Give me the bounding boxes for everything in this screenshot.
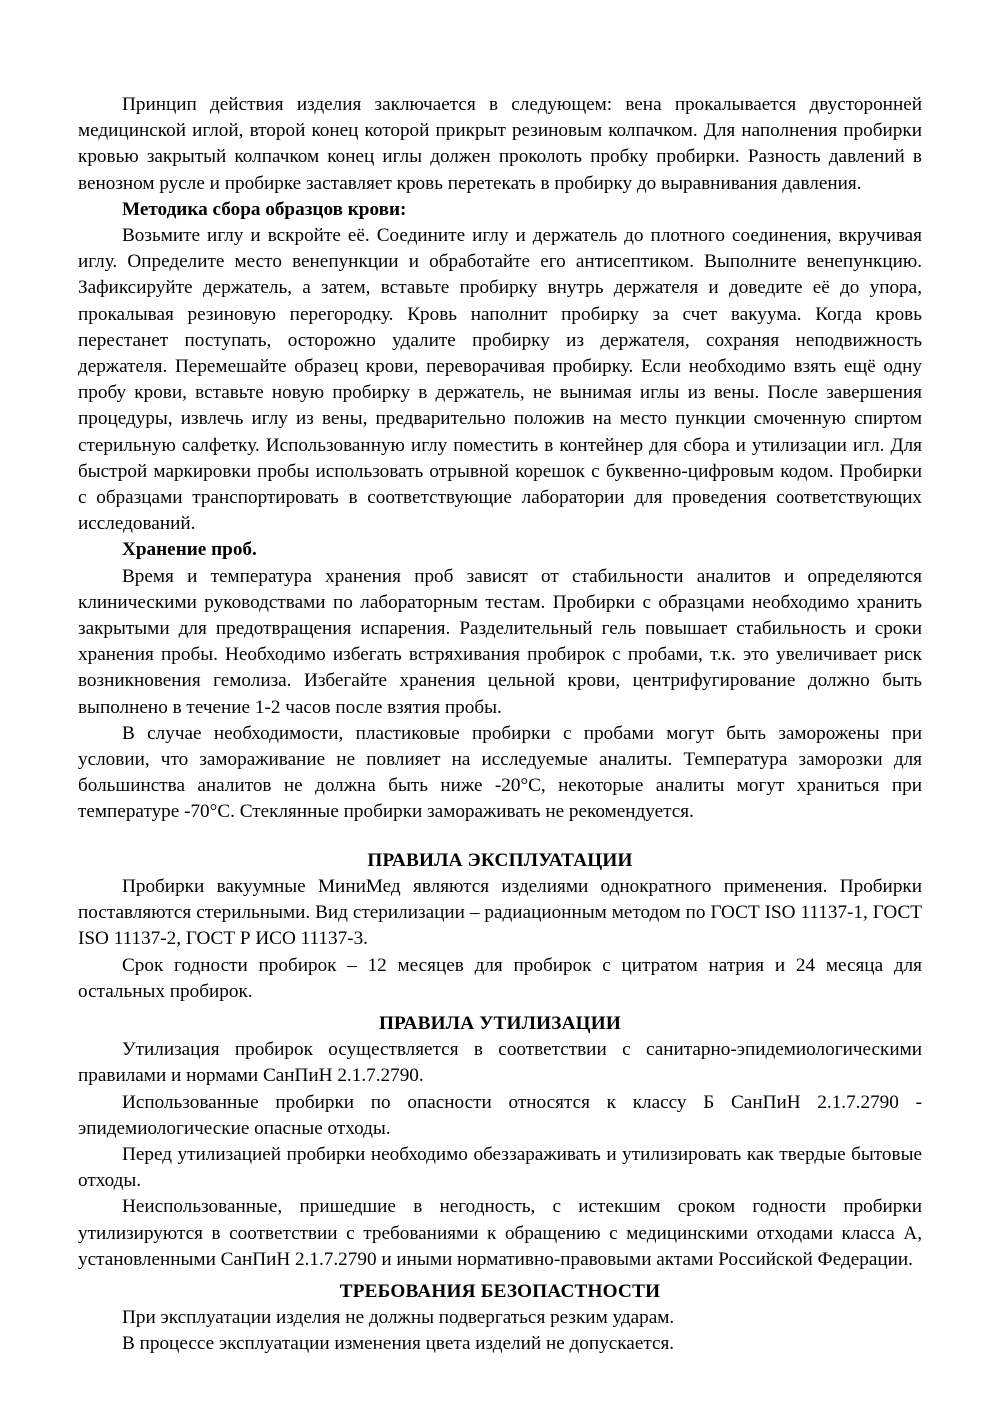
paragraph-disposal-class-b: Использованные пробирки по опасности относятся к классу Б СанПиН 2.1.7.2790 - эпидемиологические опасные отходы. xyxy=(78,1091,922,1139)
section-heading-safety-requirements: ТРЕБОВАНИЯ БЕЗОПАСТНОСТИ xyxy=(339,1280,661,1302)
paragraph-operation-sterilization: Пробирки вакуумные МиниМед являются изделиями однократного применения. Пробирки поставляются стерильными. Вид стерилизации – радиационным методом по ГОСТ ISO 11137-1, ГОСТ ISO 11137-2, ГОСТ Р ИСО 11137-3. xyxy=(78,875,922,950)
paragraph-disposal-regulations: Утилизация пробирок осуществляется в соответствии с санитарно-эпидемиологическими правилами и нормами СанПиН 2.1.7.2790. xyxy=(78,1039,922,1087)
section-heading-disposal-rules: ПРАВИЛА УТИЛИЗАЦИИ xyxy=(378,1012,622,1034)
paragraph-principle: Принцип действия изделия заключается в следующем: вена прокалывается двусторонней медицинской иглой, второй конец которой прикрыт резиновым колпачком. Для наполнения пробирки кровью закрытый колпачком конец иглы должен проколоть пробку пробирки. Разность давлений в венозном русле и пробирке заставляет кровь перетекать в пробирку до выравнивания давления. xyxy=(78,94,922,194)
section-heading-operation-rules: ПРАВИЛА ЭКСПЛУАТАЦИИ xyxy=(367,849,633,871)
paragraph-safety-impacts: При эксплуатации изделия не должны подвергаться резким ударам. xyxy=(122,1307,675,1329)
heading-sample-storage: Хранение проб. xyxy=(122,539,257,561)
paragraph-blood-collection: Возьмите иглу и вскройте её. Соедините иглу и держатель до плотного соединения, вкручивая иглу. Определите место венепункции и обработайте его антисептиком. Выполните венепункцию. Зафиксируйте держатель, а затем, вставьте пробирку внутрь держателя и доведите её до упора, прокалывая резиновую перегородку. Кровь наполнит пробирку за счет вакуума. Когда кровь перестанет поступать, осторожно удалите пробирку из держателя, сохраняя неподвижность держателя. Перемешайте образец крови, переворачивая пробирку. Если необходимо взять ещё одну пробу крови, вставьте новую пробирку в держатель, не вынимая иглы из вены. После завершения процедуры, извлечь иглу из вены, предварительно положив на место пункции смоченную спиртом стерильную салфетку. Использованную иглу поместить в контейнер для сбора и утилизации игл. Для быстрой маркировки пробы использовать отрывной корешок с буквенно-цифровым кодом. Пробирки с образцами транспортировать в соответствующие лаборатории для проведения соответствующих исследований. xyxy=(78,225,922,535)
paragraph-disposal-decontamination: Перед утилизацией пробирки необходимо обеззараживать и утилизировать как твердые бытовые отходы. xyxy=(78,1143,922,1192)
paragraph-disposal-expired: Неиспользованные, пришедшие в негодность, с истекшим сроком годности пробирки утилизируются в соответствии с требованиями к обращению с медицинскими отходами класса А, установленными СанПиН 2.1.7.2790 и иными нормативно-правовыми актами Российской Федерации. xyxy=(78,1196,922,1270)
paragraph-safety-color-change: В процессе эксплуатации изменения цвета изделий не допускается. xyxy=(122,1333,675,1355)
spacer xyxy=(78,826,922,848)
paragraph-operation-shelf-life: Срок годности пробирок – 12 месяцев для пробирок с цитратом натрия и 24 месяца для остальных пробирок. xyxy=(78,954,922,1002)
paragraph-storage-freezing: В случае необходимости, пластиковые пробирки с пробами могут быть заморожены при условии, что замораживание не повлияет на исследуемые аналиты. Температура заморозки для большинства аналитов не должна быть ниже -20°С, некоторые аналиты могут храниться при температуре -70°С. Стеклянные пробирки замораживать не рекомендуется. xyxy=(78,722,922,823)
paragraph-storage-conditions: Время и температура хранения проб зависят от стабильности аналитов и определяются клиническими руководствами по лабораторным тестам. Пробирки с образцами необходимо хранить закрытыми для предотвращения испарения. Разделительный гель повышает стабильность и сроки хранения пробы. Необходимо избегать встряхивания пробирок с пробами, т.к. это увеличивает риск возникновения гемолиза. Избегайте хранения цельной крови, центрифугирование должно быть выполнено в течение 1-2 часов после взятия пробы. xyxy=(78,565,922,718)
heading-blood-collection-method: Методика сбора образцов крови: xyxy=(122,198,407,220)
